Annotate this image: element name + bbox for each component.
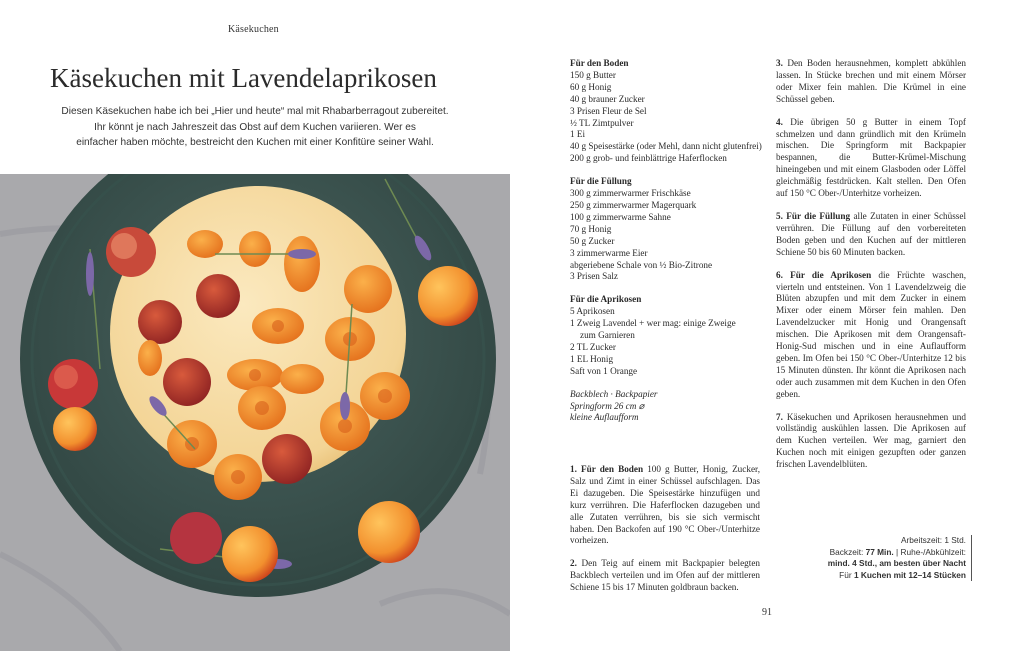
cheesecake-illustration xyxy=(0,174,510,651)
ingredient-item: 3 Prisen Fleur de Sel xyxy=(570,105,647,116)
info-arbeitszeit: Arbeitszeit: 1 Std. xyxy=(900,535,966,545)
ingredient-item: 3 zimmerwarme Eier xyxy=(570,247,648,258)
ingredient-item: abgeriebene Schale von ½ Bio-Zitrone xyxy=(570,259,713,270)
ingredient-item: 1 Zweig Lavendel + wer mag: einige Zweige xyxy=(570,318,736,329)
recipe-title: Käsekuchen mit Lavendelaprikosen xyxy=(50,63,437,93)
ingredient-group-title: Für die Aprikosen xyxy=(570,294,642,305)
ingredient-item: ½ TL Zimtpulver xyxy=(570,117,634,128)
ingredient-item: 100 g zimmerwarme Sahne xyxy=(570,211,671,222)
step-text: Den Boden herausnehmen, komplett abkühlen lassen. In Stücke brechen und mit einem Mörser oder Mixer fein mahlen. Die Krümel in eine Schüssel geben. xyxy=(776,58,966,104)
step-text: 100 g Butter, Honig, Zucker, Salz und Zimt in einer Schüssel aufschlagen. Das Ei dazugeben. Die Speisestärke hinzufügen und kurz verrühren. Die Haferflocken dazugeben und alle Zutaten verrühren, bis sie sich vermischt haben. Den Backofen auf 190 °C Ober-/Unterhitze vorheizen. xyxy=(570,464,761,546)
ingredient-item: 40 g Speisestärke (oder Mehl, dann nicht glutenfrei) xyxy=(570,141,762,152)
ingredient-item: 150 g Butter xyxy=(570,69,616,80)
step-number: 3. xyxy=(776,58,783,68)
step-1 xyxy=(570,464,760,547)
info-ruhe-value: mind. 4 Std., am besten über Nacht xyxy=(827,558,966,568)
step-5 xyxy=(776,211,966,259)
step-text: alle Zutaten in einer Schüssel verrühren. Die Füllung auf den vorbereiteten Boden geben und den Kuchen auf der mittleren Schiene 50 bis 60 Minuten backen. xyxy=(776,210,966,257)
step-text: Die übrigen 50 g Butter in einem Topf schmelzen und dann gründlich mit den Krümeln mischen. Die Springform mit Backpapier bespannen, die Butter-Krümel-Mischung hineingeben und mit einem Glasboden oder Löffel gleichmäßig festdrücken. Kalt stellen. Den Ofen auf 150 °C Ober-/Unterhitze vorheizen. xyxy=(776,116,966,199)
info-portionen xyxy=(800,570,966,582)
intro-line: Diesen Käsekuchen habe ich bei „Hier und heute“ mal mit Rhabarberragout zubereitet. xyxy=(61,106,449,117)
steps-column-left xyxy=(570,464,760,605)
ruhe-label: | Ruhe-/Abkühlzeit: xyxy=(893,546,966,557)
intro-line: Ihr könnt je nach Jahreszeit das Obst auf dem Kuchen variieren. Wer es xyxy=(94,121,416,133)
ingredient-item: Saft von 1 Orange xyxy=(570,365,638,376)
equipment-item: Backblech · Backpapier xyxy=(570,388,658,399)
step-number: 5. xyxy=(776,210,783,221)
step-2 xyxy=(570,558,760,594)
step-number: 6. xyxy=(776,269,783,280)
ingredient-item: 60 g Honig xyxy=(570,81,612,92)
page-number: 91 xyxy=(762,607,772,618)
backzeit-value: 77 Min. xyxy=(865,546,894,557)
ingredient-item: 5 Aprikosen xyxy=(570,306,615,317)
steps-column-right xyxy=(776,58,966,482)
ingredient-item: zum Garnieren xyxy=(580,330,635,341)
step-lead: Für den Boden xyxy=(580,464,644,474)
ingredient-item: 40 g brauner Zucker xyxy=(570,93,645,104)
ingredient-item: 2 TL Zucker xyxy=(570,341,616,352)
portionen-label: Für xyxy=(839,569,854,580)
ingredient-item: 3 Prisen Salz xyxy=(570,271,618,282)
backzeit-label: Backzeit: xyxy=(829,546,866,557)
step-text: Käsekuchen und Aprikosen herausnehmen und vollständig auskühlen lassen. Die Aprikosen auf dem Kuchen verteilen. Wer mag, garniert den Kuchen noch mit einigen gezupften oder ganzen frischen Lavendelblüten. xyxy=(776,411,966,470)
ingredient-group-boden xyxy=(570,58,765,165)
equipment-item: kleine Auflaufform xyxy=(570,412,639,423)
step-7 xyxy=(776,412,966,472)
step-number: 7. xyxy=(776,411,783,422)
info-backzeit xyxy=(800,547,966,559)
equipment-item: Springform 26 cm ⌀ xyxy=(570,400,645,411)
ingredient-group-fuellung xyxy=(570,176,765,283)
ingredients-column xyxy=(570,58,765,424)
portionen-value: 1 Kuchen mit 12–14 Stücken xyxy=(853,569,966,580)
step-3 xyxy=(776,58,966,106)
ingredient-item: 50 g Zucker xyxy=(570,235,615,246)
step-4 xyxy=(776,117,966,200)
ingredient-item: 250 g zimmerwarmer Magerquark xyxy=(570,199,697,210)
step-6 xyxy=(776,270,966,401)
intro-line: einfacher haben möchte, bestreicht den Kuchen mit einer Konfitüre seiner Wahl. xyxy=(76,137,434,148)
ingredient-group-aprikosen xyxy=(570,294,765,377)
step-number: 2. xyxy=(570,558,577,569)
recipe-info-box xyxy=(800,535,972,581)
ingredient-item: 70 g Honig xyxy=(570,223,612,234)
step-lead: Für die Füllung xyxy=(786,210,851,221)
recipe-intro xyxy=(60,104,450,151)
ingredient-group-title: Für den Boden xyxy=(570,58,629,68)
ingredient-item: 200 g grob- und feinblättrige Haferflocken xyxy=(570,153,727,164)
equipment-list xyxy=(570,389,765,425)
step-number: 4. xyxy=(776,116,783,127)
step-lead: Für die Aprikosen xyxy=(790,269,872,280)
step-text: die Früchte waschen, vierteln und entsteinen. Von 1 Lavendelzweig die Blüten abzupfen und mit dem Zucker in einem Mixer oder einem Mörser fein mahlen. Den Lavendelzucker mit Honig und Orangensaft mischen. Die Aprikosen mit dem Orangensaft-Honig-Sud mischen und in eine Auflaufform geben. Im Ofen bei 150 °C Ober-/Unterhitze 12 bis 15 Minuten dünsten. Ihr könnt die Aprikosen nach oder auch zusammen mit dem Kuchen in den Ofen geben. xyxy=(776,269,967,399)
running-head: Käsekuchen xyxy=(228,24,279,35)
ingredient-item: 1 Ei xyxy=(570,129,586,140)
recipe-photo xyxy=(0,174,510,651)
step-number: 1. xyxy=(570,464,577,474)
ingredient-item: 300 g zimmerwarmer Frischkäse xyxy=(570,188,691,199)
ingredient-item: 1 EL Honig xyxy=(570,353,614,364)
ingredient-group-title: Für die Füllung xyxy=(570,176,632,187)
step-text: Den Teig auf einem mit Backpapier belegten Backblech verteilen und im Ofen auf der mittleren Schiene 15 bis 17 Minuten goldbraun backen. xyxy=(570,558,760,593)
